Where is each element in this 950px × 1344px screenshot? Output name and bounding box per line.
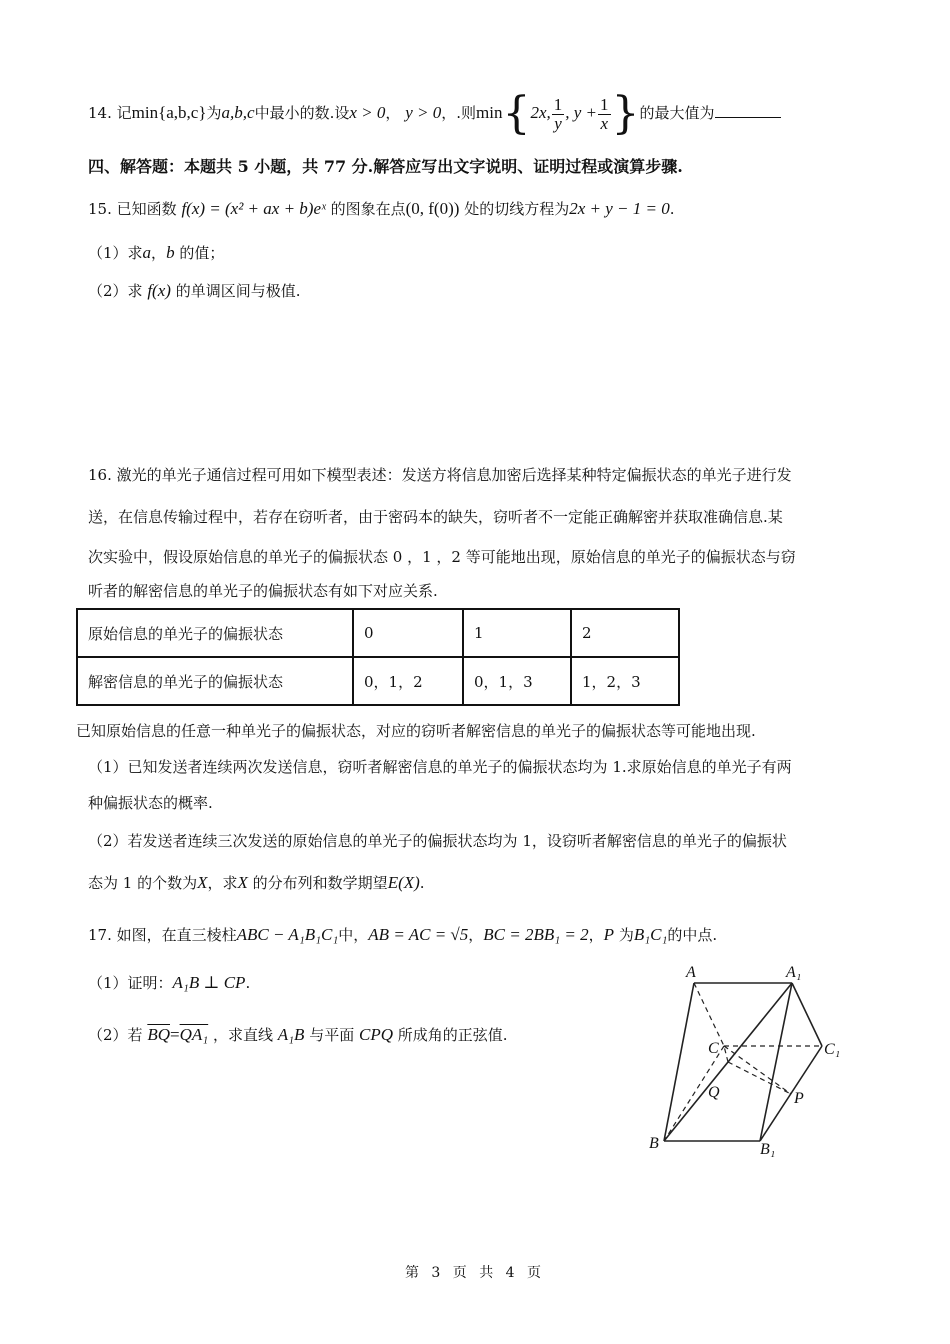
q16-part-1-line-1: （1）已知发送者连续两次发送信息，窃听者解密信息的单光子的偏振状态均为 1.求原始信息的单光子有两 (88, 758, 792, 776)
q14-text-6: .则 (456, 104, 477, 122)
q14-text-2: 为 (206, 104, 222, 122)
q15-part-1-end: 的值； (179, 244, 225, 262)
q14-expr-b: , y + (565, 103, 598, 122)
q15-text-3: 处的切线方程为 (464, 200, 570, 218)
edge-AC (694, 983, 724, 1046)
q17-text-1: 如图，在直三棱柱 (116, 926, 237, 944)
q15-function: f(x) = (x² + ax + b)eˣ (181, 199, 326, 218)
label-A1: A₁ (786, 964, 802, 981)
table-cell: 0，1，3 (463, 657, 571, 705)
q14-frac-1: $\frac{1}{y}$ (553, 94, 563, 133)
q16-table (76, 608, 680, 706)
q16-part-2-line-2 (88, 872, 425, 894)
q14-min-abc: min{a,b,c} (131, 103, 207, 122)
table-cell: 2 (571, 609, 679, 657)
table-row (77, 657, 679, 705)
q14-right-brace: } (611, 88, 640, 139)
table-cell: 1 (463, 609, 571, 657)
q16-p2-text-4: . (419, 874, 425, 892)
q14-x-cond: x > 0 (349, 103, 386, 122)
edge-A1C1 (792, 983, 822, 1046)
q17-eq-2: BC = 2BB₁ = 2 (483, 925, 589, 944)
table-row (77, 609, 679, 657)
q14-text-3: 中最小的数.设 (254, 104, 350, 122)
q16-part-1-line-2: 种偏振状态的概率. (88, 794, 213, 812)
prism-figure (640, 958, 850, 1164)
q15-var-b: b (166, 243, 175, 262)
q14-answer-blank (715, 103, 781, 118)
q16-p2-text-3: 的分布列和数学期望 (252, 874, 388, 892)
edge-QP (728, 1062, 791, 1094)
table-cell: 0 (353, 609, 463, 657)
q15-part-2-label: （2）求 (88, 282, 143, 300)
q17-B1C1: B₁C₁ (633, 925, 668, 944)
q17-vector-BQ: $\overline{BQ}$ (147, 1025, 170, 1044)
table-cell: 解密信息的单光子的偏振状态 (77, 657, 353, 705)
q15-line (88, 198, 675, 220)
q16-p2-text-1: 态为 1 的个数为 (88, 874, 198, 892)
q14-number: 14. (88, 104, 112, 122)
q16-line-1: 16. 激光的单光子通信过程可用如下模型表述：发送方将信息加密后选择某种特定偏振状态的单光子进行发 (88, 466, 792, 484)
q17-plane-CPQ: CPQ (359, 1025, 394, 1044)
q17-text-5: 为 (618, 926, 634, 944)
q17-part-1-end: . (245, 974, 251, 992)
q17-text-6: 的中点. (667, 926, 718, 944)
q17-part-1-expr: A₁B ⊥ CP (172, 973, 246, 992)
q15-text-1: 已知函数 (116, 200, 177, 218)
q14-min-word: min (476, 103, 503, 122)
q14-y-cond: y > 0 (405, 103, 442, 122)
q17-text-4: ， (588, 926, 604, 944)
q17-prism: ABC − A₁B₁C₁ (236, 925, 339, 944)
q16-part-2-line-1: （2）若发送者连续三次发送的原始信息的单光子的偏振状态均为 1，设窃听者解密信息的单光子的偏振状 (88, 832, 787, 850)
q17-line-A1B: A₁B (277, 1025, 305, 1044)
table-cell: 0，1，2 (353, 657, 463, 705)
q17-point-P: P (603, 925, 615, 944)
q17-equals: = (170, 1025, 180, 1044)
q16-line-2: 送，在信息传输过程中，若存在窃听者，由于密码本的缺失，窃听者不一定能正确解密并获取准确信息.某 (88, 508, 783, 526)
q15-text-2: 的图象在点 (330, 200, 406, 218)
page-footer: 第 3 页 共 4 页 (404, 1265, 546, 1281)
q17-part-2-text-2: 与平面 (309, 1026, 355, 1044)
table-cell: 原始信息的单光子的偏振状态 (77, 609, 353, 657)
q14-expr-a: 2x, (530, 103, 551, 122)
q17-number: 17. (88, 926, 112, 944)
q17-part-2-text-1: ，求直线 (212, 1026, 273, 1044)
label-P: P (794, 1090, 804, 1107)
label-B: B (649, 1135, 659, 1152)
q16-var-X: X (197, 873, 208, 892)
q14-text-7: 的最大值为 (639, 104, 715, 122)
q15-point: (0, f(0)) (405, 199, 460, 218)
q14-text-1: 记 (116, 104, 132, 122)
label-Q: Q (708, 1084, 720, 1101)
q17-part-1-label: （1）证明： (88, 974, 173, 992)
q15-text-4: . (669, 200, 675, 218)
label-B1: B₁ (760, 1141, 776, 1158)
q17-part-2 (88, 1024, 508, 1046)
q16-var-X-2: X (237, 873, 248, 892)
q14-line (88, 88, 781, 139)
q17-vector-QA1: QA₁ (179, 1025, 209, 1044)
q15-fx: f(x) (147, 281, 171, 300)
q14-abc: a,b,c (221, 103, 255, 122)
q17-text-2: 中， (338, 926, 369, 944)
q14-text-4: ， (385, 104, 401, 122)
label-C1: C₁ (824, 1041, 841, 1058)
q17-eq-1: AB = AC = √5 (368, 925, 469, 944)
section-4-heading: 四、解答题：本题共 5 小题，共 77 分.解答应写出文字说明、证明过程或演算步骤. (88, 157, 683, 176)
q17-text-3: ， (468, 926, 484, 944)
table-cell: 1，2，3 (571, 657, 679, 705)
edge-CP (724, 1046, 791, 1094)
q15-part-1-label: （1）求 (88, 244, 143, 262)
label-A: A (686, 964, 696, 981)
q14-left-brace: { (502, 88, 531, 139)
q15-number: 15. (88, 200, 112, 218)
q16-line-4: 听者的解密信息的单光子的偏振状态有如下对应关系. (88, 582, 438, 600)
q16-expectation: E(X) (387, 873, 420, 892)
q15-part-1 (88, 242, 224, 264)
q17-part-2-label: （2）若 (88, 1026, 143, 1044)
q15-part-2-end: 的单调区间与极值. (175, 282, 301, 300)
q15-tangent: 2x + y − 1 = 0 (569, 199, 670, 218)
q17-part-1 (88, 972, 250, 994)
q14-text-5: ， (441, 104, 457, 122)
q16-p2-text-2: ，求 (207, 874, 238, 892)
q16-line-3: 次实验中，假设原始信息的单光子的偏振状态 0 ，1 ，2 等可能地出现，原始信息的单光子的偏振状态与窃 (88, 548, 796, 566)
label-C: C (708, 1040, 719, 1057)
q17-part-2-text-3: 所成角的正弦值. (397, 1026, 508, 1044)
q14-frac-2: $\frac{1}{x}$ (600, 94, 609, 133)
q16-line-5: 已知原始信息的任意一种单光子的偏振状态，对应的窃听者解密信息的单光子的偏振状态等可能地出现. (76, 722, 756, 740)
q15-sep: ， (151, 244, 167, 262)
q15-part-2 (88, 280, 300, 302)
q15-var-a: a (142, 243, 152, 262)
q17-line (88, 924, 717, 946)
